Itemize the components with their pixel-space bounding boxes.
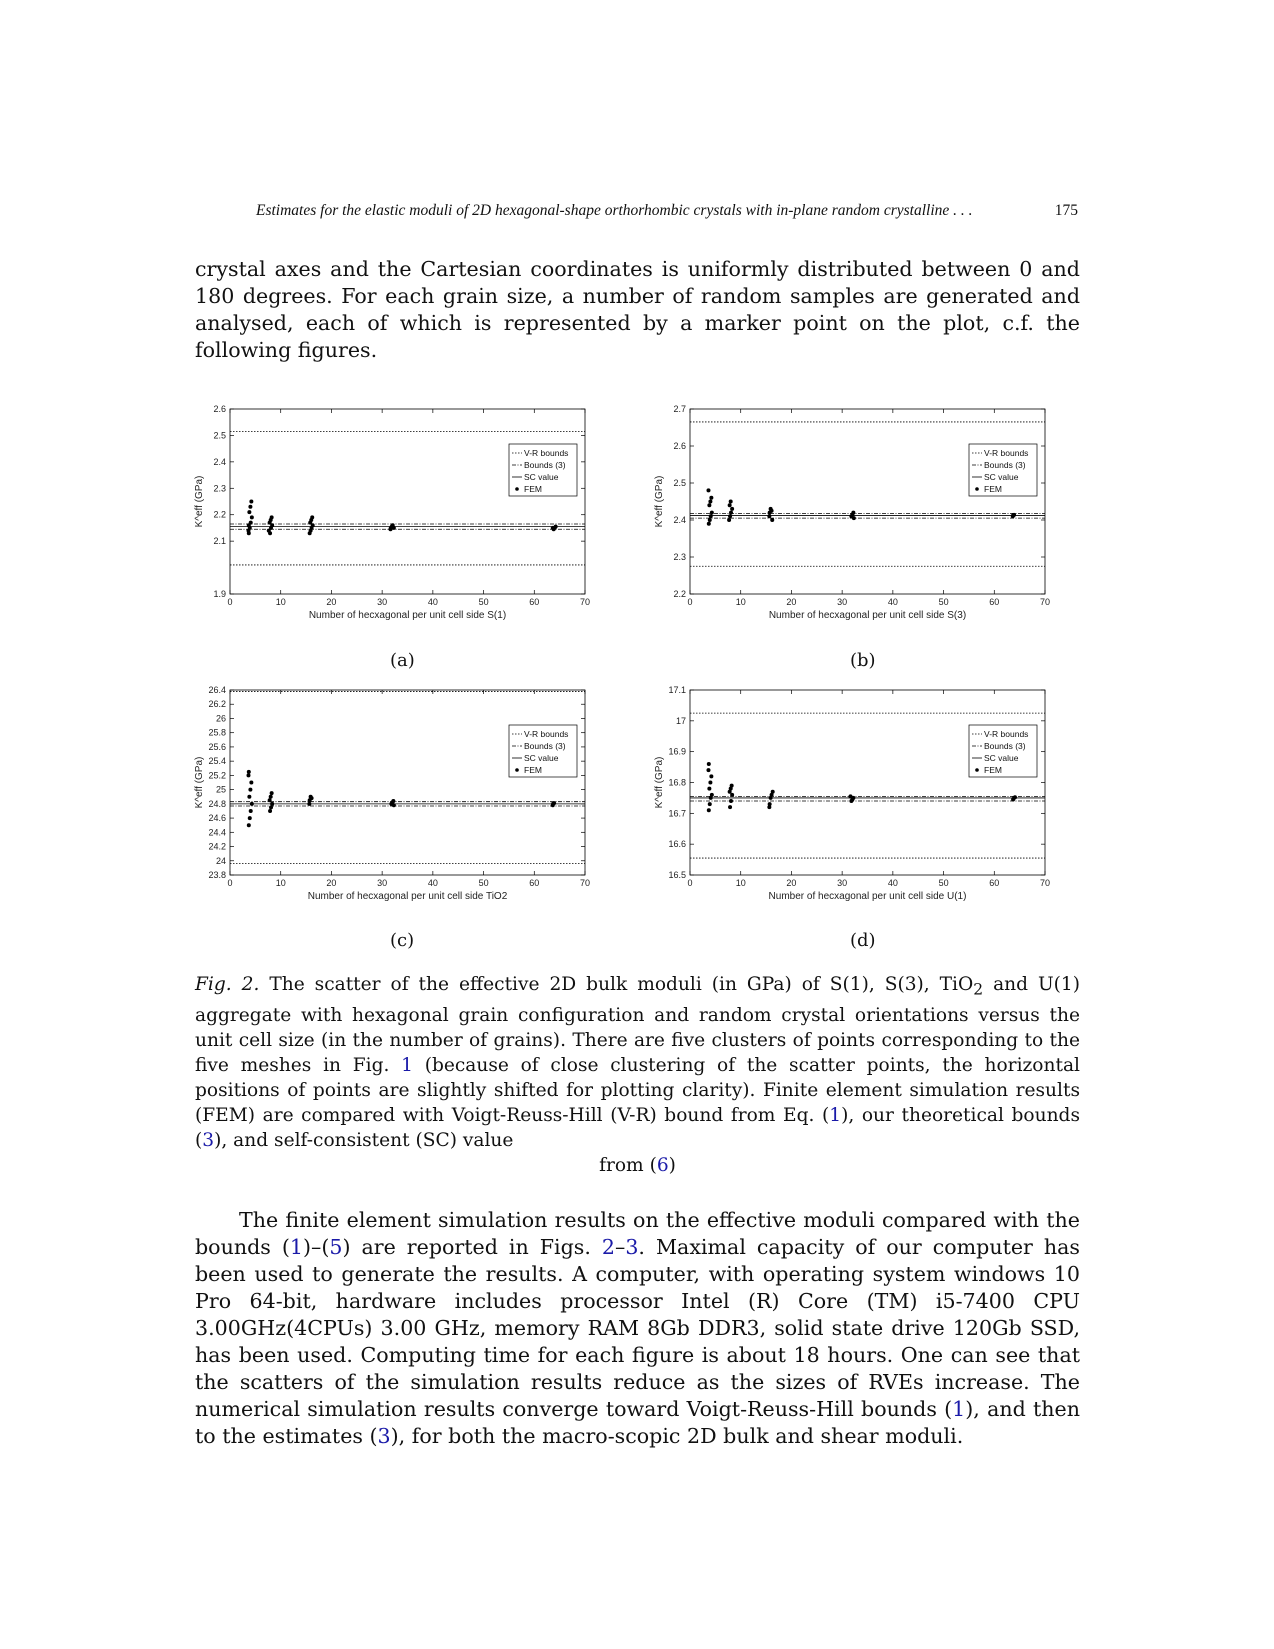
panel-label-c: (c)	[390, 930, 415, 951]
data-point	[246, 529, 250, 533]
y-tick-label: 25	[215, 784, 226, 795]
plot-frame	[230, 409, 585, 594]
data-point	[269, 795, 273, 799]
data-point	[1013, 795, 1017, 799]
data-point	[770, 518, 774, 522]
y-tick-label: 24	[215, 855, 226, 866]
data-point	[249, 500, 253, 504]
data-point	[707, 503, 711, 507]
x-axis-label: Number of hecxagonal per unit cell side TiO2	[307, 891, 508, 902]
ref-link-eq-1[interactable]: 1	[289, 1235, 303, 1259]
legend-swatch	[515, 768, 519, 772]
x-tick-label: 20	[786, 878, 797, 888]
caption-subscript: 2	[973, 980, 984, 999]
data-point	[728, 805, 732, 809]
x-tick-label: 50	[478, 878, 489, 888]
data-point	[710, 793, 714, 797]
x-tick-label: 10	[275, 597, 286, 607]
x-tick-label: 0	[227, 878, 233, 888]
chart-panel-d	[650, 686, 1080, 930]
data-point	[851, 511, 855, 515]
ref-link-eq-6[interactable]: 6	[656, 1154, 669, 1176]
y-tick-label: 24.6	[208, 813, 226, 824]
data-point	[708, 802, 712, 806]
x-tick-label: 40	[887, 597, 898, 607]
data-point	[246, 773, 250, 777]
data-point	[392, 526, 396, 530]
plot-frame	[230, 690, 585, 875]
y-tick-label: 2.6	[213, 404, 226, 414]
x-tick-label: 10	[275, 878, 286, 888]
legend-label: FEM	[984, 765, 1002, 775]
caption-text: The scatter of the effective 2D bulk moduli (in GPa) of S(1), S(3), TiO	[259, 974, 974, 995]
running-title: Estimates for the elastic moduli of 2D hexagonal-shape orthorhombic crystals with in-plane random crystalline . . .	[256, 202, 973, 219]
y-axis-label: K^eff (GPa)	[194, 756, 205, 809]
body-text: )–(	[303, 1235, 330, 1259]
data-point	[310, 796, 314, 800]
data-point	[708, 518, 712, 522]
legend-label: FEM	[524, 765, 542, 775]
caption-text: ), and self-consistent (SC) value	[214, 1129, 514, 1151]
data-point	[270, 802, 274, 806]
data-point	[768, 802, 772, 806]
data-point	[730, 784, 734, 788]
data-point	[248, 816, 252, 820]
data-point	[706, 768, 710, 772]
x-tick-label: 70	[1039, 878, 1051, 888]
data-point	[268, 798, 272, 802]
x-tick-label: 30	[377, 597, 388, 607]
legend-swatch	[975, 487, 979, 491]
data-point	[249, 781, 253, 785]
caption-text: )	[668, 1154, 676, 1176]
data-point	[730, 507, 734, 511]
legend-swatch	[515, 487, 519, 491]
legend-label: V-R bounds	[524, 729, 569, 739]
data-point	[848, 794, 852, 798]
data-point	[267, 529, 271, 533]
data-point	[729, 799, 733, 803]
y-tick-label: 2.5	[213, 430, 226, 441]
y-tick-label: 2.4	[673, 515, 686, 525]
panel-label-a: (a)	[390, 650, 415, 671]
ref-link-eq-3[interactable]: 3	[377, 1424, 391, 1448]
legend-label: Bounds (3)	[984, 741, 1026, 751]
data-point	[708, 500, 712, 504]
y-tick-label: 25.6	[208, 741, 226, 752]
x-tick-label: 20	[326, 878, 337, 888]
caption-text: ), our theoretical bounds (	[195, 1104, 1080, 1151]
data-point	[707, 787, 711, 791]
y-axis-label: K^eff (GPa)	[194, 475, 205, 528]
legend-label: V-R bounds	[524, 448, 569, 458]
chart-a	[190, 405, 620, 645]
data-point	[269, 805, 273, 809]
body-text: The finite element simulation results on the effective moduli compared with the bounds (	[195, 1208, 1080, 1259]
caption-text: from (	[599, 1154, 657, 1176]
data-point	[270, 791, 274, 795]
body-text: ) are reported in Figs.	[342, 1235, 602, 1259]
y-tick-label: 16.6	[668, 839, 686, 850]
x-tick-label: 50	[938, 878, 949, 888]
y-tick-label: 17	[675, 715, 686, 726]
legend-label: SC value	[984, 472, 1019, 482]
ref-link-eq-1[interactable]: 1	[829, 1104, 842, 1126]
intro-paragraph: crystal axes and the Cartesian coordinates is uniformly distributed between 0 and 180 degrees. For each grain size, a number of random samples are generated and analysed, each of which is represented by a marker point on the plot, c.f. the following figures.	[195, 257, 1080, 362]
data-point	[247, 510, 251, 514]
x-tick-label: 50	[478, 597, 489, 607]
y-tick-label: 26	[215, 713, 226, 724]
body-text: ), for both the macro-scopic 2D bulk and shear moduli.	[390, 1424, 964, 1448]
legend-label: FEM	[984, 484, 1002, 494]
ref-link-eq-1[interactable]: 1	[952, 1397, 966, 1421]
legend-label: SC value	[524, 472, 559, 482]
y-tick-label: 17.1	[668, 685, 686, 695]
data-point	[307, 802, 311, 806]
data-point	[249, 809, 253, 813]
chart-panel-b	[650, 405, 1080, 649]
data-point	[270, 515, 274, 519]
body-text: . Maximal capacity of our computer has been used to generate the results. A computer, with operating system windows 10 Pro 64-bit, hardware includes processor Intel (R) Core (TM) i5-7400 CPU 3.00GHz(4CPUs) 3.00 GHz, memory RAM 8Gb DDR3, solid state drive 120Gb SSD, has been used. Computing time for each figure is about 18 hours. One can see that the scatters of the simulation results reduce as the sizes of RVEs increase. The numerical simulation results converge toward Voigt-Reuss-Hill bounds (	[195, 1235, 1081, 1421]
data-point	[729, 500, 733, 504]
legend-label: Bounds (3)	[524, 741, 566, 751]
chart-panel-a	[190, 405, 620, 649]
body-text: –	[615, 1235, 626, 1259]
x-tick-label: 0	[687, 597, 693, 607]
y-tick-label: 16.7	[668, 808, 686, 819]
legend-label: SC value	[984, 753, 1019, 763]
ref-link-eq-3[interactable]: 3	[202, 1129, 215, 1151]
body-text: ), and then to the estimates (	[195, 1397, 1081, 1448]
x-tick-label: 20	[786, 597, 797, 607]
data-point	[709, 514, 713, 518]
data-point	[709, 496, 713, 500]
x-tick-label: 30	[837, 597, 848, 607]
data-point	[728, 503, 732, 507]
y-tick-label: 2.4	[213, 456, 226, 467]
caption-last-line	[195, 1153, 1080, 1178]
y-tick-label: 2.3	[213, 483, 226, 494]
x-axis-label: Number of hecxagonal per unit cell side U(1)	[768, 891, 967, 902]
data-point	[248, 505, 252, 509]
x-tick-label: 0	[227, 597, 233, 607]
chart-d	[650, 686, 1080, 926]
y-tick-label: 26.4	[208, 685, 226, 695]
caption-text: (because of close clustering of the scatter points, the horizontal positions of points are slightly shifted for plotting clarity). Finite element simulation results (FEM) are compared with Voigt-Reuss-Hill (V-R) bound from Eq. (	[195, 1054, 1080, 1126]
data-point	[729, 511, 733, 515]
y-axis-label: K^eff (GPa)	[654, 475, 665, 528]
data-point	[250, 802, 254, 806]
data-point	[250, 515, 254, 519]
figure-caption	[195, 972, 1080, 1178]
x-tick-label: 50	[938, 597, 949, 607]
legend-label: V-R bounds	[984, 448, 1029, 458]
x-tick-label: 40	[427, 597, 438, 607]
data-point	[707, 808, 711, 812]
y-tick-label: 1.9	[213, 589, 226, 599]
data-point	[771, 790, 775, 794]
data-point	[710, 511, 714, 515]
panel-label-b: (b)	[850, 650, 876, 671]
x-tick-label: 30	[837, 878, 848, 888]
y-tick-label: 24.2	[208, 841, 226, 852]
data-point	[391, 799, 395, 803]
x-axis-label: Number of hecxagonal per unit cell side S(1)	[308, 610, 507, 621]
caption-lead: Fig. 2.	[195, 974, 260, 995]
caption-text: and U(1) aggregate with hexagonal grain configuration and random crystal orientations versus the unit cell size (in the number of grains). There are five clusters of points corresponding to the five meshes in Fig.	[195, 974, 1081, 1076]
data-point	[709, 774, 713, 778]
data-point	[706, 488, 710, 492]
data-point	[728, 514, 732, 518]
legend-label: SC value	[524, 753, 559, 763]
y-tick-label: 16.9	[668, 746, 686, 757]
x-axis-label: Number of hecxagonal per unit cell side S(3)	[768, 610, 967, 621]
y-tick-label: 25.2	[208, 770, 226, 781]
y-tick-label: 2.7	[673, 404, 686, 414]
y-tick-label: 2.5	[673, 478, 686, 488]
data-point	[551, 526, 555, 530]
chart-c	[190, 686, 620, 926]
y-tick-label: 2.2	[213, 509, 226, 520]
x-tick-label: 70	[579, 597, 591, 607]
legend-label: V-R bounds	[984, 729, 1029, 739]
ref-link-fig-2[interactable]: 2	[601, 1235, 616, 1259]
y-axis-label: K^eff (GPa)	[654, 756, 665, 809]
y-tick-label: 25.8	[208, 727, 226, 738]
x-tick-label: 60	[989, 597, 1000, 607]
x-tick-label: 30	[377, 878, 388, 888]
data-point	[247, 770, 251, 774]
x-tick-label: 0	[687, 878, 693, 888]
y-tick-label: 26.2	[208, 699, 226, 710]
data-point	[1012, 513, 1016, 517]
x-tick-label: 40	[887, 878, 898, 888]
x-tick-label: 60	[529, 878, 540, 888]
data-point	[268, 809, 272, 813]
plot-frame	[690, 690, 1045, 875]
chart-b	[650, 405, 1080, 645]
x-tick-label: 60	[989, 878, 1000, 888]
data-point	[247, 795, 251, 799]
body-paragraph	[195, 1207, 1080, 1450]
ref-link-eq-5[interactable]: 5	[329, 1235, 343, 1259]
data-point	[247, 523, 251, 527]
y-tick-label: 16.8	[668, 777, 686, 788]
data-point	[708, 781, 712, 785]
data-point	[248, 788, 252, 792]
x-tick-label: 40	[427, 878, 438, 888]
y-tick-label: 2.3	[673, 552, 686, 562]
ref-link-fig-3[interactable]: 3	[625, 1235, 639, 1259]
data-point	[310, 515, 314, 519]
data-point	[707, 762, 711, 766]
x-tick-label: 20	[326, 597, 337, 607]
legend-label: Bounds (3)	[984, 460, 1026, 470]
y-tick-label: 23.8	[208, 870, 226, 880]
data-point	[552, 801, 556, 805]
y-tick-label: 25.4	[208, 756, 226, 767]
data-point	[727, 518, 731, 522]
legend-label: FEM	[524, 484, 542, 494]
page-number: 175	[1054, 202, 1078, 219]
chart-panel-c	[190, 686, 620, 930]
y-tick-label: 24.4	[208, 827, 226, 838]
x-tick-label: 70	[1039, 597, 1051, 607]
x-tick-label: 70	[579, 878, 591, 888]
data-point	[247, 823, 251, 827]
legend-swatch	[975, 768, 979, 772]
legend-label: Bounds (3)	[524, 460, 566, 470]
panel-label-d: (d)	[850, 930, 876, 951]
y-tick-label: 2.6	[673, 441, 686, 451]
ref-link-fig-1[interactable]: 1	[401, 1054, 413, 1076]
y-tick-label: 24.8	[208, 798, 226, 809]
y-tick-label: 2.2	[673, 589, 686, 599]
x-tick-label: 60	[529, 597, 540, 607]
y-tick-label: 16.5	[668, 870, 686, 880]
data-point	[770, 509, 774, 513]
x-tick-label: 10	[735, 878, 746, 888]
x-tick-label: 10	[735, 597, 746, 607]
data-point	[767, 514, 771, 518]
y-tick-label: 2.1	[213, 536, 226, 547]
data-point	[707, 522, 711, 526]
